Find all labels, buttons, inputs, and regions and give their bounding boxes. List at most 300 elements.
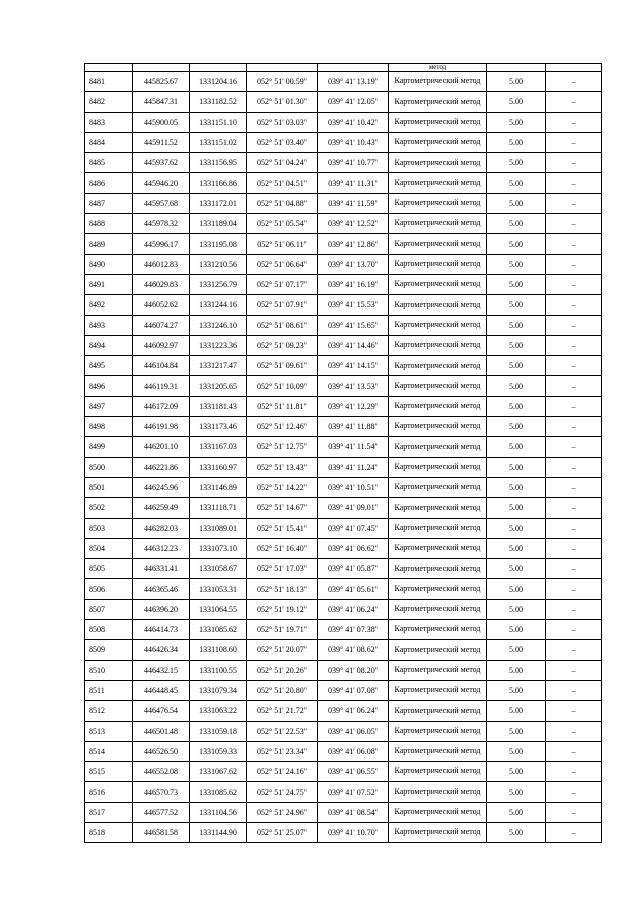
- x-coordinate-cell: 445847.31: [133, 92, 190, 112]
- latitude-cell: 052° 51' 09.61": [247, 356, 318, 376]
- table-row: [85, 802, 602, 822]
- method-cell: Картометрический метод: [389, 741, 487, 761]
- accuracy-cell: 5.00: [487, 477, 546, 497]
- method-cell-continuation: метод: [389, 64, 487, 72]
- point-number-cell: 8494: [85, 335, 133, 355]
- longitude-cell: 039° 41' 13.53": [318, 376, 389, 396]
- latitude-cell: 052° 51' 22.53": [247, 721, 318, 741]
- x-coordinate-cell: 446476.54: [133, 701, 190, 721]
- longitude-cell: 039° 41' 06.05": [318, 721, 389, 741]
- longitude-cell: 039° 41' 10.51": [318, 477, 389, 497]
- y-coordinate-cell: 1331073.10: [190, 538, 247, 558]
- method-cell: Картометрический метод: [389, 396, 487, 416]
- point-number-cell: 8484: [85, 132, 133, 152]
- table-row: [85, 254, 602, 274]
- accuracy-cell: 5.00: [487, 701, 546, 721]
- table-row: [85, 437, 602, 457]
- x-coordinate-cell: 446526.50: [133, 741, 190, 761]
- y-coordinate-cell: 1331160.97: [190, 457, 247, 477]
- table-row: [85, 153, 602, 173]
- table-row: [85, 335, 602, 355]
- note-cell: –: [546, 254, 602, 274]
- y-coordinate-cell: 1331079.34: [190, 680, 247, 700]
- y-coordinate-cell: 1331144.90: [190, 822, 247, 842]
- latitude-cell: 052° 51' 19.71": [247, 620, 318, 640]
- longitude-cell: 039° 41' 06.62": [318, 538, 389, 558]
- note-cell: –: [546, 356, 602, 376]
- latitude-cell: 052° 51' 18.13": [247, 579, 318, 599]
- latitude-cell: 052° 51' 03.40": [247, 132, 318, 152]
- method-cell: Картометрический метод: [389, 437, 487, 457]
- longitude-cell: 039° 41' 15.65": [318, 315, 389, 335]
- accuracy-cell: 5.00: [487, 680, 546, 700]
- table-row: [85, 315, 602, 335]
- x-coordinate-cell: 446104.84: [133, 356, 190, 376]
- note-cell: –: [546, 437, 602, 457]
- x-coordinate-cell: 446501.48: [133, 721, 190, 741]
- note-cell: –: [546, 620, 602, 640]
- x-coordinate-cell: 446365.46: [133, 579, 190, 599]
- x-coordinate-cell: 445957.68: [133, 193, 190, 213]
- longitude-cell: 039° 41' 11.54": [318, 437, 389, 457]
- point-number-cell: 8511: [85, 680, 133, 700]
- longitude-cell: 039° 41' 16.19": [318, 274, 389, 294]
- longitude-cell: 039° 41' 11.24": [318, 457, 389, 477]
- accuracy-cell: 5.00: [487, 498, 546, 518]
- note-cell: –: [546, 762, 602, 782]
- accuracy-cell: 5.00: [487, 274, 546, 294]
- longitude-cell: 039° 41' 13.70": [318, 254, 389, 274]
- y-coordinate-cell: 1331151.10: [190, 112, 247, 132]
- table-row: [85, 701, 602, 721]
- accuracy-cell: 5.00: [487, 579, 546, 599]
- longitude-cell: 039° 41' 10.77": [318, 153, 389, 173]
- point-number-cell: 8483: [85, 112, 133, 132]
- table-row: [85, 579, 602, 599]
- note-cell: –: [546, 315, 602, 335]
- longitude-cell: 039° 41' 11.31": [318, 173, 389, 193]
- y-coordinate-cell: 1331223.36: [190, 335, 247, 355]
- x-coordinate-cell: 446052.62: [133, 295, 190, 315]
- method-cell: Картометрический метод: [389, 701, 487, 721]
- y-coordinate-cell: 1331205.65: [190, 376, 247, 396]
- accuracy-cell: 5.00: [487, 193, 546, 213]
- method-cell: Картометрический метод: [389, 234, 487, 254]
- y-coordinate-cell: 1331104.56: [190, 802, 247, 822]
- y-coordinate-cell: 1331058.67: [190, 559, 247, 579]
- accuracy-cell: 5.00: [487, 396, 546, 416]
- table-row: [85, 214, 602, 234]
- method-cell: Картометрический метод: [389, 72, 487, 92]
- note-cell: –: [546, 396, 602, 416]
- table-row: [85, 538, 602, 558]
- latitude-cell: 052° 51' 04.51": [247, 173, 318, 193]
- note-cell: –: [546, 498, 602, 518]
- accuracy-cell: 5.00: [487, 538, 546, 558]
- longitude-cell: 039° 41' 07.52": [318, 782, 389, 802]
- point-number-cell: 8498: [85, 417, 133, 437]
- y-coordinate-cell: 1331181.43: [190, 396, 247, 416]
- x-coordinate-cell: 446570.73: [133, 782, 190, 802]
- note-cell: –: [546, 782, 602, 802]
- y-coordinate-cell: 1331173.46: [190, 417, 247, 437]
- longitude-cell: 039° 41' 07.08": [318, 680, 389, 700]
- x-coordinate-cell: 445900.05: [133, 112, 190, 132]
- note-cell: –: [546, 274, 602, 294]
- point-number-cell: 8505: [85, 559, 133, 579]
- latitude-cell: 052° 51' 00.59": [247, 72, 318, 92]
- accuracy-cell: 5.00: [487, 599, 546, 619]
- y-coordinate-cell: 1331217.47: [190, 356, 247, 376]
- y-coordinate-cell: 1331146.89: [190, 477, 247, 497]
- table-row: [85, 132, 602, 152]
- latitude-cell: 052° 51' 07.91": [247, 295, 318, 315]
- y-coordinate-cell: 1331210.56: [190, 254, 247, 274]
- y-coordinate-cell: 1331256.79: [190, 274, 247, 294]
- x-coordinate-cell: 446552.08: [133, 762, 190, 782]
- method-cell: Картометрический метод: [389, 762, 487, 782]
- longitude-cell: 039° 41' 06.24": [318, 599, 389, 619]
- longitude-cell: 039° 41' 10.43": [318, 132, 389, 152]
- method-cell: Картометрический метод: [389, 254, 487, 274]
- latitude-cell: 052° 51' 19.12": [247, 599, 318, 619]
- latitude-cell: 052° 51' 24.75": [247, 782, 318, 802]
- point-number-cell: 8516: [85, 782, 133, 802]
- x-coordinate-cell: 446432.15: [133, 660, 190, 680]
- accuracy-cell: 5.00: [487, 782, 546, 802]
- x-coordinate-cell: 446312.23: [133, 538, 190, 558]
- accuracy-cell: 5.00: [487, 376, 546, 396]
- accuracy-cell: 5.00: [487, 660, 546, 680]
- x-coordinate-cell: 446245.96: [133, 477, 190, 497]
- accuracy-cell: 5.00: [487, 457, 546, 477]
- point-number-cell: 8485: [85, 153, 133, 173]
- y-coordinate-cell: 1331089.01: [190, 518, 247, 538]
- method-cell: Картометрический метод: [389, 295, 487, 315]
- point-number-cell: 8486: [85, 173, 133, 193]
- y-coordinate-cell: 1331151.02: [190, 132, 247, 152]
- x-coordinate-cell: 446448.45: [133, 680, 190, 700]
- x-coordinate-cell: 446221.86: [133, 457, 190, 477]
- table-row: [85, 822, 602, 842]
- longitude-cell: 039° 41' 05.61": [318, 579, 389, 599]
- x-coordinate-cell: 446426.34: [133, 640, 190, 660]
- y-coordinate-cell: 1331063.22: [190, 701, 247, 721]
- point-number-cell: 8491: [85, 274, 133, 294]
- y-coordinate-cell: 1331182.52: [190, 92, 247, 112]
- method-cell: Картометрический метод: [389, 518, 487, 538]
- accuracy-cell: 5.00: [487, 620, 546, 640]
- point-number-cell: 8502: [85, 498, 133, 518]
- point-number-cell: 8488: [85, 214, 133, 234]
- longitude-cell: 039° 41' 05.87": [318, 559, 389, 579]
- method-cell: Картометрический метод: [389, 315, 487, 335]
- latitude-cell: 052° 51' 04.24": [247, 153, 318, 173]
- x-coordinate-cell: 445937.62: [133, 153, 190, 173]
- method-cell: Картометрический метод: [389, 173, 487, 193]
- method-cell: Картометрический метод: [389, 721, 487, 741]
- note-cell: –: [546, 640, 602, 660]
- y-coordinate-cell: 1331166.86: [190, 173, 247, 193]
- accuracy-cell: 5.00: [487, 335, 546, 355]
- longitude-cell: 039° 41' 08.62": [318, 640, 389, 660]
- latitude-cell: 052° 51' 25.07": [247, 822, 318, 842]
- note-cell: –: [546, 234, 602, 254]
- y-coordinate-cell: 1331085.62: [190, 782, 247, 802]
- latitude-cell: 052° 51' 05.54": [247, 214, 318, 234]
- method-cell: Картометрический метод: [389, 660, 487, 680]
- longitude-cell: 039° 41' 08.54": [318, 802, 389, 822]
- x-coordinate-cell: 446074.27: [133, 315, 190, 335]
- point-number-cell: 8514: [85, 741, 133, 761]
- x-coordinate-cell: 446396.20: [133, 599, 190, 619]
- y-coordinate-cell: 1331059.33: [190, 741, 247, 761]
- table-row: [85, 396, 602, 416]
- latitude-cell: 052° 51' 07.17": [247, 274, 318, 294]
- note-cell: –: [546, 457, 602, 477]
- note-cell: –: [546, 559, 602, 579]
- method-cell: Картометрический метод: [389, 620, 487, 640]
- note-cell: –: [546, 132, 602, 152]
- y-coordinate-cell: 1331118.71: [190, 498, 247, 518]
- y-coordinate-cell: 1331100.55: [190, 660, 247, 680]
- longitude-cell: 039° 41' 08.20": [318, 660, 389, 680]
- y-coordinate-cell: 1331246.10: [190, 315, 247, 335]
- coordinates-table: [84, 63, 602, 843]
- table-row: [85, 680, 602, 700]
- note-cell: –: [546, 417, 602, 437]
- latitude-cell: 052° 51' 13.43": [247, 457, 318, 477]
- table-row: [85, 498, 602, 518]
- note-cell: –: [546, 822, 602, 842]
- table-row: [85, 274, 602, 294]
- latitude-cell: 052° 51' 20.26": [247, 660, 318, 680]
- latitude-cell: 052° 51' 20.07": [247, 640, 318, 660]
- table-row: [85, 518, 602, 538]
- note-cell: –: [546, 335, 602, 355]
- note-cell: –: [546, 538, 602, 558]
- longitude-cell: 039° 41' 12.29": [318, 396, 389, 416]
- table-row: [85, 640, 602, 660]
- y-coordinate-cell: 1331244.16: [190, 295, 247, 315]
- x-coordinate-cell: 446029.83: [133, 274, 190, 294]
- method-cell: Картометрический метод: [389, 112, 487, 132]
- table-row: [85, 295, 602, 315]
- longitude-cell: 039° 41' 11.59": [318, 193, 389, 213]
- point-number-cell: 8497: [85, 396, 133, 416]
- note-cell: –: [546, 112, 602, 132]
- table-row: [85, 477, 602, 497]
- note-cell: –: [546, 741, 602, 761]
- point-number-cell: 8518: [85, 822, 133, 842]
- method-cell: Картометрический метод: [389, 376, 487, 396]
- note-cell: –: [546, 173, 602, 193]
- point-number-cell: 8500: [85, 457, 133, 477]
- method-cell: Картометрический метод: [389, 457, 487, 477]
- table-row: [85, 782, 602, 802]
- accuracy-cell: 5.00: [487, 315, 546, 335]
- latitude-cell: 052° 51' 14.22": [247, 477, 318, 497]
- table-row: [85, 620, 602, 640]
- x-coordinate-cell: 446577.52: [133, 802, 190, 822]
- point-number-cell: 8507: [85, 599, 133, 619]
- x-coordinate-cell: 445996.17: [133, 234, 190, 254]
- y-coordinate-cell: 1331156.95: [190, 153, 247, 173]
- method-cell: Картометрический метод: [389, 802, 487, 822]
- point-number-cell: 8496: [85, 376, 133, 396]
- point-number-cell: 8509: [85, 640, 133, 660]
- latitude-cell: 052° 51' 09.23": [247, 335, 318, 355]
- method-cell: Картометрический метод: [389, 640, 487, 660]
- note-cell: –: [546, 214, 602, 234]
- method-cell: Картометрический метод: [389, 599, 487, 619]
- point-number-cell: 8501: [85, 477, 133, 497]
- accuracy-cell: 5.00: [487, 92, 546, 112]
- x-coordinate-cell: 446119.31: [133, 376, 190, 396]
- point-number-cell: 8517: [85, 802, 133, 822]
- accuracy-cell: 5.00: [487, 559, 546, 579]
- point-number-cell: 8499: [85, 437, 133, 457]
- method-cell: Картометрический метод: [389, 477, 487, 497]
- note-cell: –: [546, 660, 602, 680]
- table-row: [85, 234, 602, 254]
- method-cell: Картометрический метод: [389, 782, 487, 802]
- y-coordinate-cell: 1331059.18: [190, 721, 247, 741]
- accuracy-cell: 5.00: [487, 153, 546, 173]
- table-row: [85, 762, 602, 782]
- accuracy-cell: 5.00: [487, 437, 546, 457]
- latitude-cell: 052° 51' 11.81": [247, 396, 318, 416]
- y-coordinate-cell: 1331204.16: [190, 72, 247, 92]
- latitude-cell: 052° 51' 04.88": [247, 193, 318, 213]
- accuracy-cell: 5.00: [487, 214, 546, 234]
- table-row: [85, 193, 602, 213]
- note-cell: –: [546, 721, 602, 741]
- longitude-cell: 039° 41' 12.52": [318, 214, 389, 234]
- point-number-cell: 8492: [85, 295, 133, 315]
- table-row: [85, 72, 602, 92]
- accuracy-cell: 5.00: [487, 356, 546, 376]
- longitude-cell: 039° 41' 07.38": [318, 620, 389, 640]
- note-cell: –: [546, 599, 602, 619]
- latitude-cell: 052° 51' 06.11": [247, 234, 318, 254]
- method-cell: Картометрический метод: [389, 274, 487, 294]
- latitude-cell: 052° 51' 24.96": [247, 802, 318, 822]
- longitude-cell: 039° 41' 07.45": [318, 518, 389, 538]
- x-coordinate-cell: 446331.41: [133, 559, 190, 579]
- accuracy-cell: 5.00: [487, 132, 546, 152]
- latitude-cell: 052° 51' 06.64": [247, 254, 318, 274]
- table-row-continuation: [85, 64, 602, 72]
- x-coordinate-cell: 446191.98: [133, 417, 190, 437]
- longitude-cell: 039° 41' 12.05": [318, 92, 389, 112]
- latitude-cell: 052° 51' 03.03": [247, 112, 318, 132]
- note-cell: –: [546, 92, 602, 112]
- note-cell: –: [546, 477, 602, 497]
- longitude-cell: 039° 41' 06.08": [318, 741, 389, 761]
- x-coordinate-cell: 446201.10: [133, 437, 190, 457]
- point-number-cell: 8504: [85, 538, 133, 558]
- method-cell: Картометрический метод: [389, 132, 487, 152]
- accuracy-cell: 5.00: [487, 254, 546, 274]
- table-row: [85, 660, 602, 680]
- longitude-cell: 039° 41' 09.01": [318, 498, 389, 518]
- accuracy-cell: 5.00: [487, 762, 546, 782]
- latitude-cell: 052° 51' 17.03": [247, 559, 318, 579]
- method-cell: Картометрический метод: [389, 335, 487, 355]
- point-number-cell: 8493: [85, 315, 133, 335]
- accuracy-cell: 5.00: [487, 822, 546, 842]
- table-row: [85, 559, 602, 579]
- accuracy-cell: 5.00: [487, 640, 546, 660]
- latitude-cell: 052° 51' 08.61": [247, 315, 318, 335]
- method-cell: Картометрический метод: [389, 193, 487, 213]
- point-number-cell: 8508: [85, 620, 133, 640]
- accuracy-cell: 5.00: [487, 518, 546, 538]
- latitude-cell: 052° 51' 23.34": [247, 741, 318, 761]
- longitude-cell: 039° 41' 14.46": [318, 335, 389, 355]
- x-coordinate-cell: 445978.32: [133, 214, 190, 234]
- table-row: [85, 173, 602, 193]
- longitude-cell: 039° 41' 11.88": [318, 417, 389, 437]
- longitude-cell: 039° 41' 12.86": [318, 234, 389, 254]
- point-number-cell: 8482: [85, 92, 133, 112]
- longitude-cell: 039° 41' 14.15": [318, 356, 389, 376]
- point-number-cell: 8513: [85, 721, 133, 741]
- table-row: [85, 112, 602, 132]
- y-coordinate-cell: 1331189.04: [190, 214, 247, 234]
- x-coordinate-cell: 446172.09: [133, 396, 190, 416]
- method-cell: Картометрический метод: [389, 214, 487, 234]
- note-cell: –: [546, 376, 602, 396]
- point-number-cell: 8481: [85, 72, 133, 92]
- x-coordinate-cell: 446012.83: [133, 254, 190, 274]
- note-cell: –: [546, 701, 602, 721]
- y-coordinate-cell: 1331195.08: [190, 234, 247, 254]
- point-number-cell: 8515: [85, 762, 133, 782]
- latitude-cell: 052° 51' 01.30": [247, 92, 318, 112]
- longitude-cell: 039° 41' 10.42": [318, 112, 389, 132]
- accuracy-cell: 5.00: [487, 295, 546, 315]
- table-row: [85, 376, 602, 396]
- point-number-cell: 8512: [85, 701, 133, 721]
- method-cell: Картометрический метод: [389, 356, 487, 376]
- note-cell: –: [546, 193, 602, 213]
- y-coordinate-cell: 1331064.55: [190, 599, 247, 619]
- x-coordinate-cell: 446259.49: [133, 498, 190, 518]
- table-row: [85, 457, 602, 477]
- latitude-cell: 052° 51' 12.46": [247, 417, 318, 437]
- latitude-cell: 052° 51' 20.80": [247, 680, 318, 700]
- accuracy-cell: 5.00: [487, 802, 546, 822]
- note-cell: –: [546, 518, 602, 538]
- y-coordinate-cell: 1331167.03: [190, 437, 247, 457]
- note-cell: –: [546, 802, 602, 822]
- x-coordinate-cell: 445911.52: [133, 132, 190, 152]
- method-cell: Картометрический метод: [389, 579, 487, 599]
- accuracy-cell: 5.00: [487, 234, 546, 254]
- latitude-cell: 052° 51' 16.40": [247, 538, 318, 558]
- note-cell: –: [546, 680, 602, 700]
- method-cell: Картометрический метод: [389, 538, 487, 558]
- table-row: [85, 721, 602, 741]
- latitude-cell: 052° 51' 21.72": [247, 701, 318, 721]
- latitude-cell: 052° 51' 15.41": [247, 518, 318, 538]
- longitude-cell: 039° 41' 15.53": [318, 295, 389, 315]
- accuracy-cell: 5.00: [487, 173, 546, 193]
- point-number-cell: 8506: [85, 579, 133, 599]
- table-row: [85, 599, 602, 619]
